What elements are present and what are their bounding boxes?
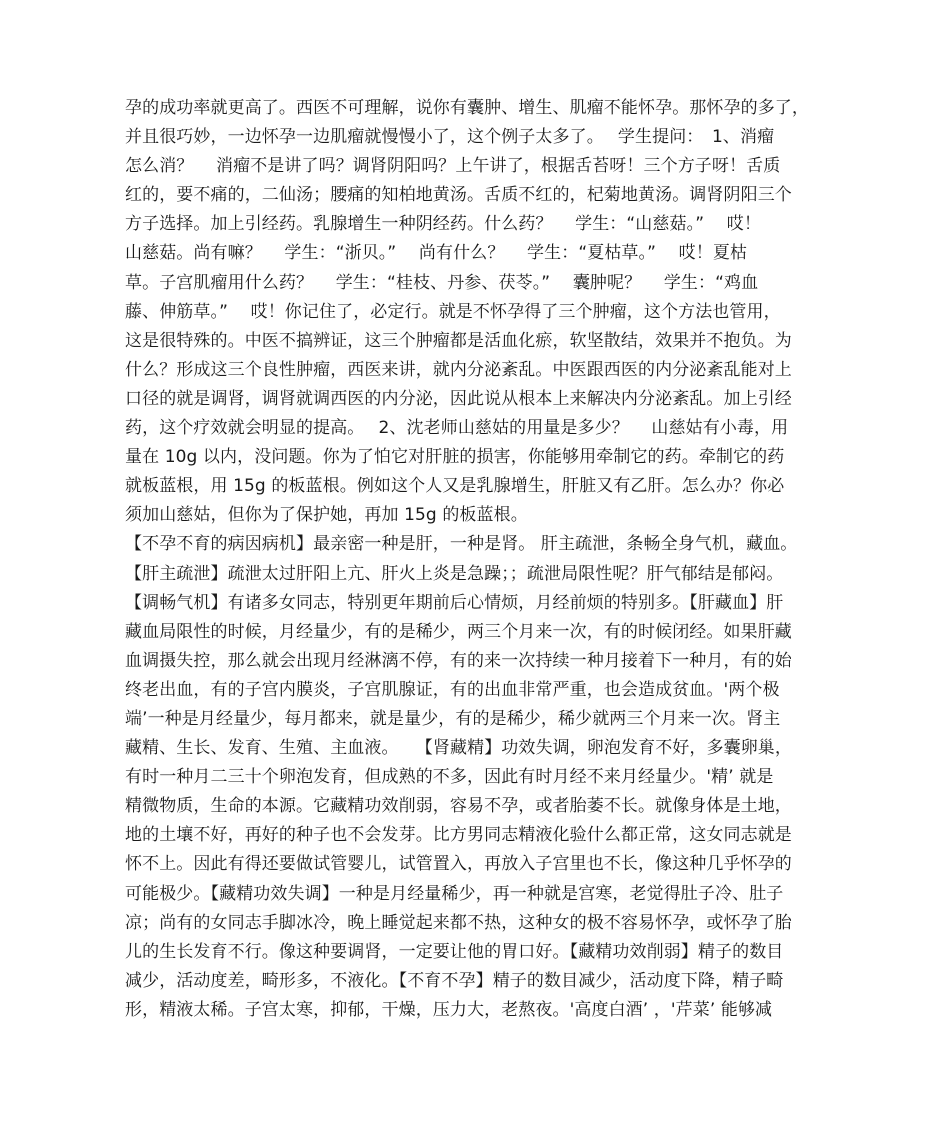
text-line: 终老出血，有的子宫内膜炎，子宫肌腺证，有的出血非常严重，也会造成贫血。'两个极 <box>125 679 780 700</box>
text-line: 血调摄失控，那么就会出现月经淋漓不停，有的来一次持续一种月接着下一种月，有的始 <box>125 650 792 671</box>
text-line: 【调畅气机】有诸多女同志，特别更年期前后心情烦，月经前烦的特别多。【肝藏血】肝 <box>125 592 784 613</box>
text-line: 藤、伸筋草。” 哎！你记住了，必定行。就是不怀孕得了三个肿瘤，这个方法也管用， <box>125 301 781 322</box>
text-line: 方子选择。加上引经药。乳腺增生一种阴经药。什么药？ 学生：“山慈菇。” 哎！ <box>125 214 761 235</box>
text-line: 形，精液太稀。子宫太寒，抑郁，干燥，压力大，老熬夜。'高度白酒’ ，'芹菜’ 能够减 <box>125 999 773 1020</box>
body-text <box>125 94 845 1025</box>
text-line: 这是很特殊的。中医不搞辨证，这三个肿瘤都是活血化瘀，软坚散结，效果并不抱负。为 <box>125 330 792 351</box>
text-line: 口径的就是调肾，调肾就调西医的内分泌，因此说从根本上来解决内分泌紊乱。加上引经 <box>125 388 792 409</box>
text-line: 【肝主疏泄】疏泄太过肝阳上亢、肝火上炎是急躁；；疏泄局限性呢？肝气郁结是郁闷。 <box>125 563 784 584</box>
text-line: 减少，活动度差，畸形多，不液化。【不育不孕】精子的数目减少，活动度下降，精子畸 <box>125 970 784 991</box>
text-line: 量在 10g 以内，没问题。你为了怕它对肝脏的损害，你能够用牵制它的药。牵制它的药 <box>125 447 785 468</box>
text-line: 孕的成功率就更高了。西医不可理解，说你有囊肿、增生、肌瘤不能怀孕。那怀孕的多了， <box>125 98 809 118</box>
text-line: 药，这个疗效就会明显的提高。 2、沈老师山慈姑的用量是多少？ 山慈姑有小毒，用 <box>125 418 789 439</box>
text-line: 须加山慈姑，但你为了保护她，再加 15g 的板蓝根。 <box>125 505 528 526</box>
text-line: 藏精、生长、发育、生殖、主血液。 【肾藏精】功效失调，卵泡发育不好，多囊卵巢， <box>125 738 792 759</box>
text-line: 就板蓝根，用 15g 的板蓝根。例如这个人又是乳腺增生，肝脏又有乙肝。怎么办？你必 <box>125 476 785 497</box>
text-line: 红的，要不痛的，二仙汤；腰痛的知柏地黄汤。舌质不红的，杞菊地黄汤。调肾阴阳三个 <box>125 185 792 206</box>
text-line: 儿的生长发育不行。像这种要调肾，一定要让他的胃口好。【藏精功效削弱】精子的数目 <box>125 941 784 962</box>
text-line: 有时一种月二三十个卵泡发育，但成熟的不多，因此有时月经不来月经量少。'精’ 就是 <box>125 767 774 788</box>
text-line: 端’一种是月经量少，每月都来，就是量少，有的是稀少，稀少就两三个月来一次。肾主 <box>125 708 781 729</box>
text-line: 藏血局限性的时候，月经量少，有的是稀少，两三个月来一次，有的时候闭经。如果肝藏 <box>125 621 792 642</box>
text-line: 草。子宫肌瘤用什么药？ 学生：“桂枝、丹参、茯苓。” 囊肿呢？ 学生：“鸡血 <box>125 272 759 293</box>
text-line: 什么？形成这三个良性肿瘤，西医来讲，就内分泌紊乱。中医跟西医的内分泌紊乱能对上 <box>125 359 792 380</box>
text-line: 怎么消？ 消瘤不是讲了吗？调肾阴阳吗？上午讲了，根据舌苔呀！三个方子呀！舌质 <box>125 156 781 177</box>
text-line: 精微物质，生命的本源。它藏精功效削弱，容易不孕，或者胎萎不长。就像身体是土地， <box>125 796 792 817</box>
text-line: 可能极少。【藏精功效失调】一种是月经量稀少，再一种就是宫寒，老觉得肚子冷、肚子 <box>125 883 784 904</box>
text-line: 怀不上。因此有得还要做试管婴儿，试管置入，再放入子宫里也不长，像这种几乎怀孕的 <box>125 854 792 875</box>
text-line: 山慈菇。尚有嘛？ 学生：“浙贝。” 尚有什么？ 学生：“夏枯草。” 哎！夏枯 <box>125 243 748 264</box>
text-line: 凉；尚有的女同志手脚冰冷，晚上睡觉起来都不热，这种女的极不容易怀孕，或怀孕了胎 <box>125 912 792 933</box>
text-line: 并且很巧妙，一边怀孕一边肌瘤就慢慢小了，这个例子太多了。 学生提问： 1、消瘤 <box>125 127 775 148</box>
text-line: 地的土壤不好，再好的种子也不会发芽。比方男同志精液化验什么都正常，这女同志就是 <box>125 825 792 846</box>
paragraph-qa <box>125 94 845 530</box>
paragraph-etiology <box>125 530 845 1025</box>
text-line: 【不孕不育的病因病机】最亲密一种是肝，一种是肾。 肝主疏泄，条畅全身气机，藏血。 <box>125 534 798 555</box>
